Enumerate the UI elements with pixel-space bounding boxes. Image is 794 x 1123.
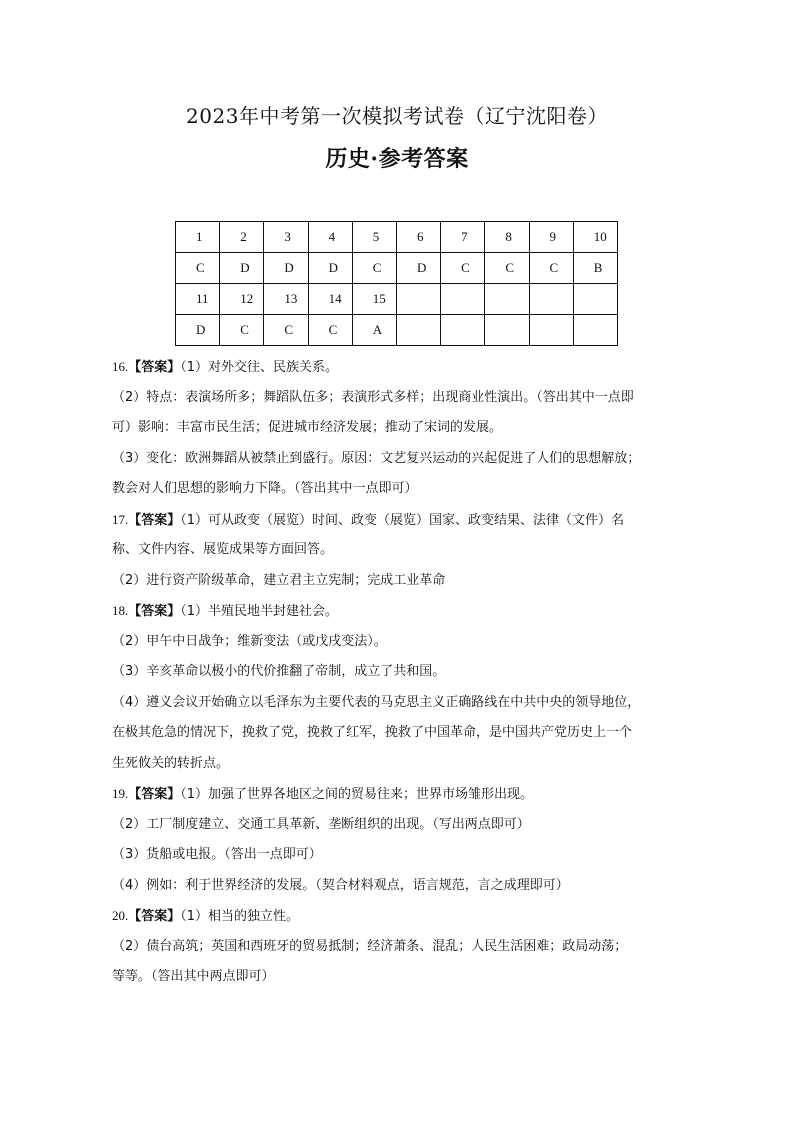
table-cell: 12 — [220, 284, 264, 315]
table-cell: C — [529, 253, 573, 284]
answer-line — [112, 932, 692, 963]
answer-text: （1）半殖民地半封建社会。 — [180, 604, 339, 619]
answer-text: 教会对人们思想的影响力下降。（答出其中一点即可） — [112, 481, 418, 496]
page-subtitle: 历史·参考答案 — [325, 146, 469, 172]
table-cell: C — [308, 315, 352, 346]
table-cell: 8 — [485, 222, 529, 253]
table-cell — [396, 315, 440, 346]
table-cell: D — [264, 253, 308, 284]
table-cell: 9 — [529, 222, 573, 253]
table-cell: 14 — [308, 284, 352, 315]
table-row — [176, 315, 618, 346]
table-cell — [529, 315, 573, 346]
table-cell: D — [220, 253, 264, 284]
answer-line — [112, 840, 692, 871]
answer-line — [112, 596, 692, 627]
answer-text: （3）变化：欧洲舞蹈从被禁止到盛行。原因：文艺复兴运动的兴起促进了人们的思想解放； — [112, 450, 641, 466]
answer-table-body — [176, 222, 618, 346]
answer-section — [112, 352, 692, 993]
table-cell — [573, 284, 617, 315]
table-cell: D — [396, 253, 440, 284]
question-number: 16. — [112, 359, 129, 374]
answer-line — [112, 871, 692, 902]
answer-line — [112, 779, 692, 810]
answer-line — [112, 352, 692, 383]
table-cell: C — [176, 253, 220, 284]
answer-text: （3）货船或电报。（答出一点即可） — [112, 847, 322, 862]
answer-line — [112, 718, 692, 749]
answer-line — [112, 383, 692, 414]
answer-line — [112, 444, 692, 475]
answer-text: （2）工厂制度建立、交通工具革新、垄断组织的出现。（写出两点即可） — [112, 816, 530, 832]
table-cell — [485, 315, 529, 346]
answer-tag: 【答案】 — [128, 787, 181, 802]
table-cell — [485, 284, 529, 315]
table-cell — [441, 284, 485, 315]
table-cell — [529, 284, 573, 315]
answer-text: （1）相当的独立性。 — [180, 909, 300, 924]
table-cell: C — [441, 253, 485, 284]
answer-line — [112, 627, 692, 658]
answer-text: （4）例如：利于世界经济的发展。（契合材料观点，语言规范，言之成理即可） — [112, 877, 569, 893]
answer-text: （2）特点：表演场所多；舞蹈队伍多；表演形式多样；出现商业性演出。（答出其中一点即 — [112, 389, 634, 405]
question-number: 20. — [112, 908, 129, 923]
table-cell: 10 — [573, 222, 617, 253]
table-cell: B — [573, 253, 617, 284]
table-cell: 1 — [176, 222, 220, 253]
table-cell: C — [485, 253, 529, 284]
answer-line — [112, 901, 692, 932]
table-cell — [573, 315, 617, 346]
table-row — [176, 253, 618, 284]
table-cell: 13 — [264, 284, 308, 315]
answer-tag: 【答案】 — [128, 512, 181, 528]
question-number: 17. — [112, 511, 129, 527]
answer-text: 生死攸关的转折点。 — [112, 755, 230, 771]
answer-tag: 【答案】 — [128, 360, 181, 375]
answer-text: 可）影响：丰富市民生活；促进城市经济发展；推动了宋词的发展。 — [112, 420, 503, 435]
answer-line — [112, 505, 692, 536]
table-cell: 7 — [441, 222, 485, 253]
question-number: 19. — [112, 786, 129, 801]
table-row — [176, 222, 618, 253]
answer-text: （4）遵义会议开始确立以毛泽东为主要代表的马克思主义正确路线在中共中央的领导地位， — [112, 694, 641, 710]
answer-text: 等等。（答出其中两点即可） — [112, 969, 275, 984]
question-number: 18. — [112, 603, 129, 618]
table-cell: 11 — [176, 284, 220, 315]
table-cell: D — [176, 315, 220, 346]
answer-line — [112, 566, 692, 597]
table-cell: 5 — [352, 222, 396, 253]
table-cell: 15 — [352, 284, 396, 315]
answer-line — [112, 474, 692, 505]
table-cell: A — [352, 315, 396, 346]
page-title: 2023年中考第一次模拟考试卷（辽宁沈阳卷） — [186, 104, 608, 128]
answer-line — [112, 749, 692, 780]
answer-text: （1）对外交往、民族关系。 — [180, 360, 339, 375]
answer-line — [112, 810, 692, 841]
table-cell: C — [264, 315, 308, 346]
answer-line — [112, 688, 692, 719]
answer-text: 称、文件内容、展览成果等方面回答。 — [112, 542, 334, 557]
answer-tag: 【答案】 — [128, 909, 181, 924]
table-cell: 2 — [220, 222, 264, 253]
table-cell: 6 — [396, 222, 440, 253]
answer-text: （1）可从政变（展览）时间、政变（展览）国家、政变结果、法律（文件）名 — [180, 512, 625, 528]
answer-line — [112, 657, 692, 688]
answer-text: （2）债台高筑；英国和西班牙的贸易抵制；经济萧条、混乱；人民生活困难；政局动荡； — [112, 938, 628, 954]
answer-text: （2）甲午中日战争；维新变法（或戊戌变法）。 — [112, 633, 387, 649]
table-cell: 3 — [264, 222, 308, 253]
table-cell: C — [352, 253, 396, 284]
answer-line — [112, 413, 692, 444]
answer-line — [112, 535, 692, 566]
answer-text: （2）进行资产阶级革命，建立君主立宪制；完成工业革命 — [112, 572, 446, 588]
table-cell — [441, 315, 485, 346]
table-cell: D — [308, 253, 352, 284]
table-row — [176, 284, 618, 315]
answer-text: （3）辛亥革命以极小的代价推翻了帝制，成立了共和国。 — [112, 664, 446, 679]
answer-text: 在极其危急的情况下，挽救了党，挽救了红军，挽救了中国革命，是中国共产党历史上一个 — [112, 725, 633, 740]
answer-tag: 【答案】 — [128, 604, 181, 619]
table-cell: 4 — [308, 222, 352, 253]
answer-table — [175, 221, 618, 346]
table-cell — [396, 284, 440, 315]
answer-line — [112, 962, 692, 993]
answer-text: （1）加强了世界各地区之间的贸易往来；世界市场雏形出现。 — [180, 787, 534, 802]
table-cell: C — [220, 315, 264, 346]
